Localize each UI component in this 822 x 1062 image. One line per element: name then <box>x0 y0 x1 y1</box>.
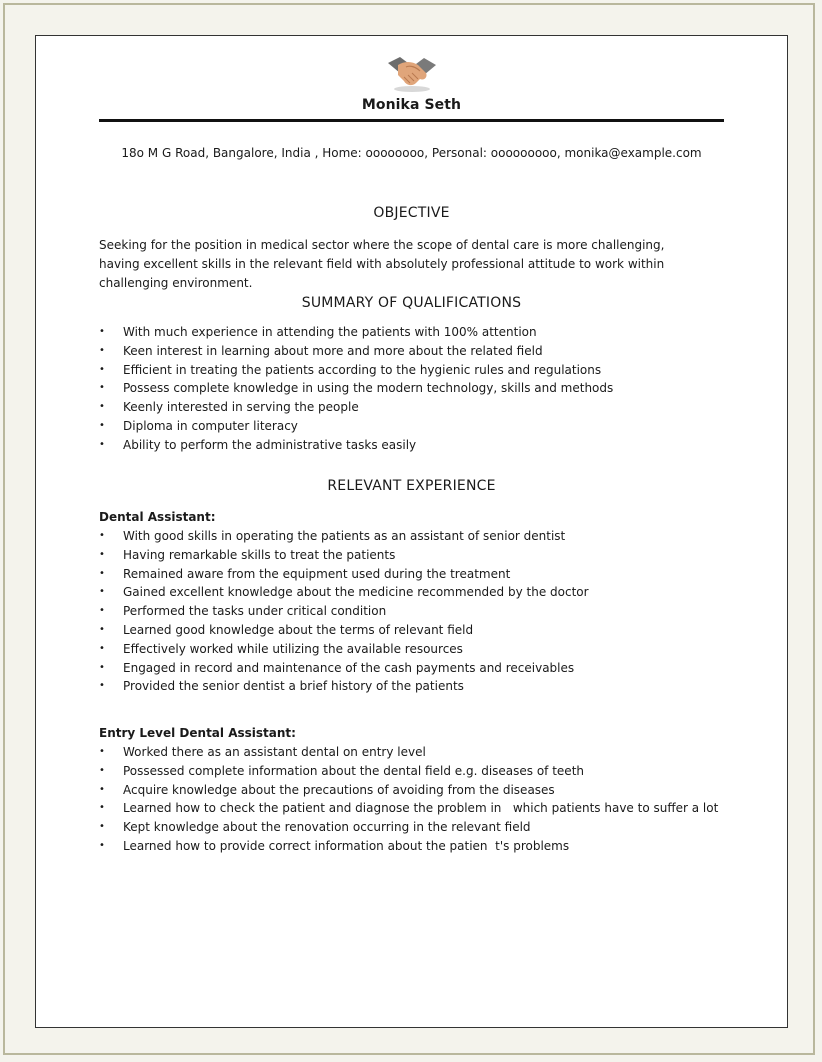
objective-heading: OBJECTIVE <box>373 205 450 221</box>
handshake-icon <box>386 53 438 93</box>
list-item: • Ability to perform the administrative tasks easily <box>99 436 613 455</box>
list-item: • Learned good knowledge about the terms of relevant field <box>99 621 589 640</box>
list-item: • Provided the senior dentist a brief history of the patients <box>99 677 589 696</box>
list-item: • Keenly interested in serving the people <box>99 398 613 417</box>
bullet-icon: • <box>99 746 105 757</box>
bullet-icon: • <box>99 344 105 356</box>
list-item: • Efficient in treating the patients according to the hygienic rules and regulations <box>99 361 613 380</box>
list-item: • With much experience in attending the patients with 100% attention <box>99 323 613 342</box>
bullet-icon: • <box>99 623 105 635</box>
list-item: • Acquire knowledge about the precautions of avoiding from the diseases <box>99 781 718 800</box>
objective-text: Seeking for the position in medical sector where the scope of dental care is more challenging, having excellent skills in the relevant field with absolutely professional attitude to work within challenging environment. <box>99 238 665 290</box>
list-item: • Performed the tasks under critical condition <box>99 602 589 621</box>
role-title-entry-level: Entry Level Dental Assistant: <box>99 726 296 740</box>
bullet-icon: • <box>99 401 105 413</box>
bullet-icon: • <box>99 642 105 654</box>
list-item: • Learned how to provide correct information about the patien t's problems <box>99 837 718 856</box>
list-item: • Worked there as an assistant dental on entry level <box>99 743 718 762</box>
list-item: • Engaged in record and maintenance of the cash payments and receivables <box>99 659 589 678</box>
bullet-icon: • <box>99 567 105 579</box>
bullet-icon: • <box>99 530 105 541</box>
list-item: • Possess complete knowledge in using the modern technology, skills and methods <box>99 379 613 398</box>
list-item: • Gained excellent knowledge about the medicine recommended by the doctor <box>99 583 589 602</box>
list-item: • Keen interest in learning about more and more about the related field <box>99 342 613 361</box>
bullet-icon: • <box>99 680 105 692</box>
list-item: • With good skills in operating the patients as an assistant of senior dentist <box>99 527 589 546</box>
bullet-icon: • <box>99 802 105 814</box>
experience-heading: RELEVANT EXPERIENCE <box>327 478 496 494</box>
bullet-icon: • <box>99 419 105 431</box>
list-item: • Possessed complete information about the dental field e.g. diseases of teeth <box>99 762 718 781</box>
list-item: • Effectively worked while utilizing the available resources <box>99 640 589 659</box>
bullet-icon: • <box>99 548 105 560</box>
bullet-icon: • <box>99 438 105 450</box>
header-divider <box>99 119 724 122</box>
contact-info: 18o M G Road, Bangalore, India , Home: oooooooo, Personal: ooooooooo, monika@example.com <box>121 146 702 160</box>
bullet-icon: • <box>99 821 105 833</box>
bullet-icon: • <box>99 382 105 394</box>
entry-level-list <box>99 743 718 856</box>
bullet-icon: • <box>99 839 105 851</box>
bullet-icon: • <box>99 605 105 617</box>
candidate-name: Monika Seth <box>361 97 462 113</box>
bullet-icon: • <box>99 764 105 776</box>
list-item: • Kept knowledge about the renovation occurring in the relevant field <box>99 818 718 837</box>
list-item: • Learned how to check the patient and diagnose the problem in which patients have to suffer a lot <box>99 799 718 818</box>
resume-page <box>35 35 788 1028</box>
bullet-icon: • <box>99 326 105 337</box>
dental-assistant-list <box>99 527 589 696</box>
bullet-icon: • <box>99 586 105 598</box>
list-item: • Diploma in computer literacy <box>99 417 613 436</box>
bullet-icon: • <box>99 661 105 673</box>
qualifications-heading: SUMMARY OF QUALIFICATIONS <box>301 295 522 311</box>
list-item: • Having remarkable skills to treat the patients <box>99 546 589 565</box>
bullet-icon: • <box>99 363 105 375</box>
bullet-icon: • <box>99 783 105 795</box>
list-item: • Remained aware from the equipment used during the treatment <box>99 565 589 584</box>
qualifications-list <box>99 323 613 455</box>
role-title-dental-assistant: Dental Assistant: <box>99 510 216 524</box>
